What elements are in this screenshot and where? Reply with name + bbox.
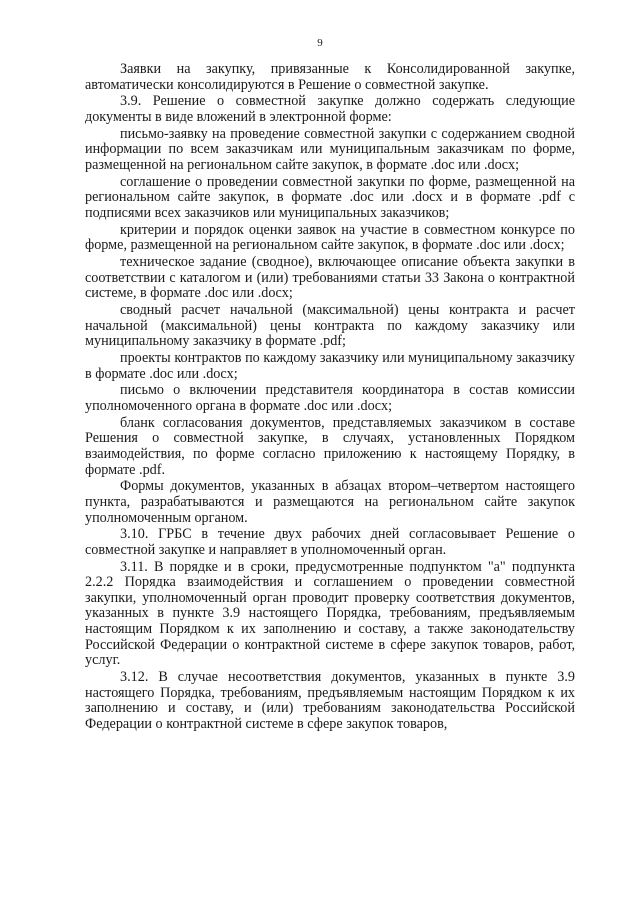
paragraph: критерии и порядок оценки заявок на участие в совместном конкурсе по форме, размещенной на региональном сайте закупок, в формате .doc или .docx; — [85, 221, 575, 254]
paragraph: Формы документов, указанных в абзацах втором–четвертом настоящего пункта, разрабатываются и размещаются на региональном сайте закупок уполномоченным органом. — [85, 478, 575, 526]
paragraph: письмо о включении представителя координатора в состав комиссии уполномоченного органа в формате .doc или .docx; — [85, 382, 575, 414]
page-number: 9 — [317, 37, 323, 49]
document-body — [85, 62, 575, 734]
paragraph: проекты контрактов по каждому заказчику или муниципальному заказчику в формате .doc или .docx; — [85, 350, 575, 382]
paragraph: письмо-заявку на проведение совместной закупки с содержанием сводной информации по всем заказчикам или муниципальным заказчикам по форме, размещенной на региональном сайте закупок, в формате .doc или .docx; — [85, 125, 575, 173]
paragraph: 3.10. ГРБС в течение двух рабочих дней согласовывает Решение о совместной закупке и направляет в уполномоченный орган. — [85, 526, 575, 558]
paragraph: 3.12. В случае несоответствия документов, указанных в пункте 3.9 настоящего Порядка, требованиям, предъявляемым настоящим Порядком к их заполнению и составу, и (или) требованиям законодательства Российской Федерации о контрактной системе в сфере закупок товаров, — [85, 669, 575, 732]
paragraph: бланк согласования документов, представляемых заказчиком в составе Решения о совместной закупке, в случаях, установленных Порядком взаимодействия, по форме согласно приложению к настоящему Порядку, в формате .pdf. — [85, 414, 575, 478]
paragraph: 3.11. В порядке и в сроки, предусмотренные подпунктом "а" подпункта 2.2.2 Порядка взаимодействия и соглашением о проведении совместной закупки, уполномоченный орган проводит проверку соответствия документов, указанных в пункте 3.9 настоящего Порядка, требованиям, предъявляемым настоящим Порядком к их заполнению и составу, а также законодательству Российской Федерации о контрактной системе в сфере закупок товаров, работ, услуг. — [85, 558, 575, 669]
paragraph: соглашение о проведении совместной закупки по форме, размещенной на региональном сайте закупок, в формате .doc или .docx и в формате .pdf с подписями всех заказчиков или муниципальных заказчиков; — [85, 173, 575, 221]
paragraph: 3.9. Решение о совместной закупке должно содержать следующие документы в виде вложений в электронной форме: — [85, 93, 575, 125]
paragraph: техническое задание (сводное), включающее описание объекта закупки в соответствии с каталогом и (или) требованиями статьи 33 Закона о контрактной системе, в формате .doc или .docx; — [85, 254, 575, 302]
paragraph: сводный расчет начальной (максимальной) цены контракта и расчет начальной (максимальной) цены контракта по каждому заказчику или муниципальному заказчику в формате .pdf; — [85, 302, 575, 350]
paragraph: Заявки на закупку, привязанные к Консолидированной закупке, автоматически консолидируются в Решение о совместной закупке. — [85, 61, 575, 93]
